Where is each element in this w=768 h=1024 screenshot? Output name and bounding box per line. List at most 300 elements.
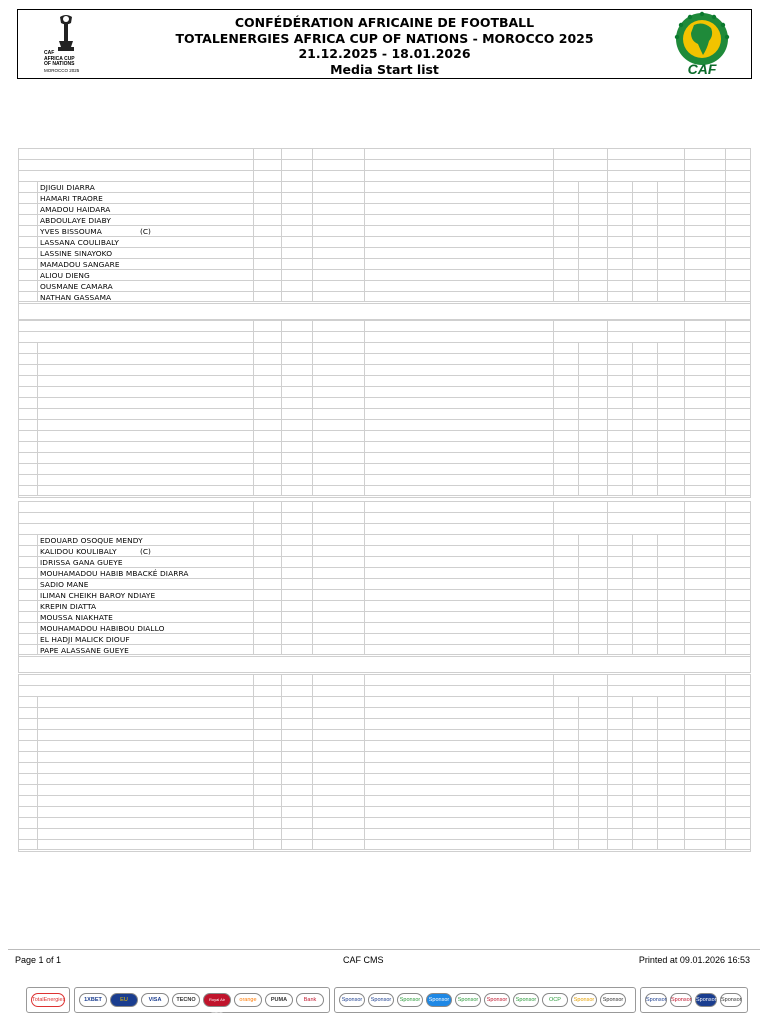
column-divider <box>657 741 658 751</box>
table-row <box>18 729 751 740</box>
player-name: OUSMANE CAMARA <box>40 282 113 291</box>
column-divider <box>37 486 38 495</box>
column-divider <box>632 612 633 622</box>
column-divider <box>37 281 38 291</box>
column-divider <box>725 420 726 430</box>
column-divider <box>281 546 282 556</box>
column-divider <box>253 524 254 534</box>
table-row <box>18 784 751 795</box>
column-divider <box>364 248 365 258</box>
table-row <box>18 463 751 474</box>
column-divider <box>632 807 633 817</box>
table-row <box>18 236 751 247</box>
column-divider <box>281 442 282 452</box>
column-divider <box>37 354 38 364</box>
column-divider <box>657 431 658 441</box>
table-row <box>18 589 751 600</box>
column-divider <box>37 193 38 203</box>
column-divider <box>281 634 282 644</box>
column-divider <box>657 840 658 849</box>
player-name: EDOUARD OSOQUE MENDY <box>40 536 143 545</box>
footer-printed-at: Printed at 09.01.2026 16:53 <box>638 955 750 965</box>
column-divider <box>281 612 282 622</box>
column-divider <box>281 719 282 729</box>
column-divider <box>725 171 726 181</box>
column-divider <box>37 204 38 214</box>
column-divider <box>553 590 554 600</box>
column-divider <box>364 796 365 806</box>
sponsor-group-supporters <box>640 987 748 1013</box>
column-divider <box>364 502 365 512</box>
column-divider <box>364 453 365 463</box>
column-divider <box>553 332 554 342</box>
column-divider <box>253 807 254 817</box>
column-divider <box>725 398 726 408</box>
column-divider <box>578 612 579 622</box>
column-divider <box>281 453 282 463</box>
column-divider <box>657 763 658 773</box>
column-divider <box>364 215 365 225</box>
sponsor-logo: TotalEnergies <box>31 993 65 1007</box>
column-divider <box>364 204 365 214</box>
column-divider <box>725 557 726 567</box>
column-divider <box>657 464 658 474</box>
column-divider <box>37 387 38 397</box>
column-divider <box>553 708 554 718</box>
column-divider <box>725 453 726 463</box>
column-divider <box>37 453 38 463</box>
column-divider <box>312 579 313 589</box>
column-divider <box>364 623 365 633</box>
column-divider <box>657 182 658 192</box>
column-divider <box>657 442 658 452</box>
column-divider <box>312 513 313 523</box>
column-divider <box>725 623 726 633</box>
column-divider <box>578 354 579 364</box>
column-divider <box>657 601 658 611</box>
column-divider <box>725 579 726 589</box>
column-divider <box>253 546 254 556</box>
column-divider <box>725 774 726 784</box>
column-divider <box>578 601 579 611</box>
column-divider <box>253 215 254 225</box>
column-divider <box>37 785 38 795</box>
column-divider <box>725 675 726 685</box>
column-divider <box>312 601 313 611</box>
column-divider <box>632 730 633 740</box>
column-divider <box>725 590 726 600</box>
column-divider <box>253 796 254 806</box>
column-divider <box>657 774 658 784</box>
column-divider <box>253 785 254 795</box>
column-divider <box>632 774 633 784</box>
column-divider <box>632 741 633 751</box>
column-divider <box>281 237 282 247</box>
column-divider <box>364 259 365 269</box>
column-divider <box>684 332 685 342</box>
column-divider <box>578 486 579 495</box>
column-divider <box>632 248 633 258</box>
column-divider <box>253 535 254 545</box>
column-divider <box>684 292 685 301</box>
column-divider <box>364 171 365 181</box>
column-divider <box>578 796 579 806</box>
column-divider <box>364 675 365 685</box>
column-divider <box>607 486 608 495</box>
column-divider <box>37 182 38 192</box>
column-divider <box>578 579 579 589</box>
column-divider <box>578 259 579 269</box>
column-divider <box>725 292 726 301</box>
column-divider <box>725 354 726 364</box>
column-divider <box>364 270 365 280</box>
column-divider <box>657 387 658 397</box>
column-divider <box>725 708 726 718</box>
column-divider <box>281 376 282 386</box>
column-divider <box>607 807 608 817</box>
column-divider <box>364 763 365 773</box>
column-divider <box>607 292 608 301</box>
player-name: KALIDOU KOULIBALY <box>40 547 117 556</box>
table-header-row <box>18 170 751 181</box>
column-divider <box>253 171 254 181</box>
table-header-row <box>18 685 751 696</box>
table-header-row <box>18 523 751 534</box>
column-divider <box>578 752 579 762</box>
footer-system: CAF CMS <box>343 955 384 965</box>
column-divider <box>281 697 282 707</box>
sponsor-group-official <box>334 987 636 1013</box>
report-header <box>17 9 752 79</box>
column-divider <box>725 524 726 534</box>
column-divider <box>607 719 608 729</box>
column-divider <box>684 259 685 269</box>
column-divider <box>37 409 38 419</box>
column-divider <box>364 524 365 534</box>
column-divider <box>364 774 365 784</box>
column-divider <box>684 719 685 729</box>
column-divider <box>684 398 685 408</box>
column-divider <box>657 796 658 806</box>
column-divider <box>632 535 633 545</box>
column-divider <box>553 171 554 181</box>
column-divider <box>281 502 282 512</box>
column-divider <box>37 763 38 773</box>
player-name: LASSINE SINAYOKO <box>40 249 113 258</box>
column-divider <box>364 398 365 408</box>
column-divider <box>657 568 658 578</box>
column-divider <box>684 248 685 258</box>
column-divider <box>312 785 313 795</box>
column-divider <box>725 281 726 291</box>
table-row <box>18 386 751 397</box>
column-divider <box>253 829 254 839</box>
column-divider <box>684 645 685 654</box>
column-divider <box>725 535 726 545</box>
column-divider <box>253 237 254 247</box>
column-divider <box>684 486 685 495</box>
column-divider <box>281 568 282 578</box>
afcon-logo-line3: OF NATIONS <box>44 61 75 67</box>
column-divider <box>553 730 554 740</box>
column-divider <box>312 409 313 419</box>
column-divider <box>253 686 254 696</box>
column-divider <box>607 568 608 578</box>
column-divider <box>553 557 554 567</box>
column-divider <box>578 741 579 751</box>
column-divider <box>578 535 579 545</box>
column-divider <box>657 785 658 795</box>
column-divider <box>553 796 554 806</box>
column-divider <box>37 431 38 441</box>
column-divider <box>684 535 685 545</box>
column-divider <box>632 634 633 644</box>
column-divider <box>632 431 633 441</box>
column-divider <box>607 464 608 474</box>
column-divider <box>632 645 633 654</box>
column-divider <box>312 590 313 600</box>
column-divider <box>253 741 254 751</box>
column-divider <box>253 752 254 762</box>
column-divider <box>312 741 313 751</box>
column-divider <box>281 475 282 485</box>
column-divider <box>578 409 579 419</box>
column-divider <box>578 623 579 633</box>
column-divider <box>578 708 579 718</box>
table-header-row <box>18 320 751 331</box>
column-divider <box>607 420 608 430</box>
column-divider <box>281 840 282 849</box>
column-divider <box>578 829 579 839</box>
column-divider <box>253 343 254 353</box>
sponsor-logo: OCP <box>542 993 568 1007</box>
column-divider <box>684 281 685 291</box>
column-divider <box>253 475 254 485</box>
column-divider <box>364 546 365 556</box>
column-divider <box>312 354 313 364</box>
player-name: MOUHAMADOU HABIB MBACKÉ DIARRA <box>40 569 189 578</box>
column-divider <box>607 623 608 633</box>
column-divider <box>607 502 608 512</box>
column-divider <box>657 697 658 707</box>
column-divider <box>364 708 365 718</box>
column-divider <box>657 645 658 654</box>
column-divider <box>607 171 608 181</box>
column-divider <box>553 226 554 236</box>
column-divider <box>553 513 554 523</box>
column-divider <box>364 226 365 236</box>
column-divider <box>725 730 726 740</box>
column-divider <box>37 442 38 452</box>
column-divider <box>607 524 608 534</box>
column-divider <box>312 292 313 301</box>
column-divider <box>312 486 313 495</box>
column-divider <box>607 612 608 622</box>
column-divider <box>364 193 365 203</box>
player-name: ALIOU DIENG <box>40 271 90 280</box>
column-divider <box>37 365 38 375</box>
column-divider <box>684 590 685 600</box>
column-divider <box>632 475 633 485</box>
column-divider <box>37 376 38 386</box>
column-divider <box>632 840 633 849</box>
column-divider <box>553 270 554 280</box>
column-divider <box>657 612 658 622</box>
column-divider <box>37 343 38 353</box>
table-row <box>18 291 751 302</box>
column-divider <box>607 840 608 849</box>
column-divider <box>578 281 579 291</box>
column-divider <box>553 675 554 685</box>
column-divider <box>607 281 608 291</box>
column-divider <box>253 730 254 740</box>
column-divider <box>253 708 254 718</box>
column-divider <box>607 752 608 762</box>
player-name: MAMADOU SANGARE <box>40 260 120 269</box>
column-divider <box>632 354 633 364</box>
column-divider <box>312 524 313 534</box>
column-divider <box>281 829 282 839</box>
column-divider <box>364 237 365 247</box>
column-divider <box>253 579 254 589</box>
column-divider <box>632 818 633 828</box>
header-tournament: TOTALENERGIES AFRICA CUP OF NATIONS - MOROCCO 2025 <box>175 30 594 46</box>
column-divider <box>657 546 658 556</box>
column-divider <box>37 829 38 839</box>
column-divider <box>632 752 633 762</box>
column-divider <box>607 321 608 331</box>
column-divider <box>657 237 658 247</box>
column-divider <box>553 321 554 331</box>
column-divider <box>607 634 608 644</box>
team1-substitutes-table <box>18 320 751 500</box>
column-divider <box>312 237 313 247</box>
column-divider <box>312 612 313 622</box>
column-divider <box>657 343 658 353</box>
column-divider <box>725 204 726 214</box>
sponsor-logo: Sponsor <box>571 993 597 1007</box>
column-divider <box>725 376 726 386</box>
player-name: HAMARI TRAORE <box>40 194 103 203</box>
column-divider <box>578 568 579 578</box>
column-divider <box>553 248 554 258</box>
column-divider <box>725 226 726 236</box>
column-divider <box>578 590 579 600</box>
column-divider <box>607 259 608 269</box>
player-name: YVES BISSOUMA <box>40 227 102 236</box>
column-divider <box>578 719 579 729</box>
player-name: PAPE ALASSANE GUEYE <box>40 646 129 655</box>
column-divider <box>607 149 608 159</box>
table-row <box>18 342 751 353</box>
column-divider <box>281 248 282 258</box>
column-divider <box>684 193 685 203</box>
column-divider <box>312 818 313 828</box>
column-divider <box>253 281 254 291</box>
column-divider <box>553 502 554 512</box>
column-divider <box>312 752 313 762</box>
column-divider <box>281 601 282 611</box>
column-divider <box>253 634 254 644</box>
column-divider <box>632 590 633 600</box>
column-divider <box>725 818 726 828</box>
column-divider <box>253 420 254 430</box>
player-name: DJIGUI DIARRA <box>40 183 95 192</box>
column-divider <box>281 579 282 589</box>
column-divider <box>553 645 554 654</box>
column-divider <box>578 270 579 280</box>
column-divider <box>312 763 313 773</box>
team2-substitutes-table <box>18 674 751 853</box>
column-divider <box>725 332 726 342</box>
column-divider <box>632 763 633 773</box>
column-divider <box>632 398 633 408</box>
column-divider <box>684 840 685 849</box>
column-divider <box>607 398 608 408</box>
column-divider <box>725 215 726 225</box>
column-divider <box>364 442 365 452</box>
column-divider <box>281 796 282 806</box>
column-divider <box>725 248 726 258</box>
column-divider <box>553 215 554 225</box>
sponsor-logo: Sponsor <box>339 993 365 1007</box>
table-row <box>18 452 751 463</box>
column-divider <box>37 645 38 654</box>
team2-separator <box>18 656 751 673</box>
column-divider <box>364 160 365 170</box>
table-row <box>18 740 751 751</box>
column-divider <box>607 785 608 795</box>
column-divider <box>37 708 38 718</box>
column-divider <box>553 568 554 578</box>
column-divider <box>253 601 254 611</box>
column-divider <box>725 763 726 773</box>
column-divider <box>364 829 365 839</box>
column-divider <box>253 645 254 654</box>
column-divider <box>281 741 282 751</box>
column-divider <box>657 590 658 600</box>
player-name: MOUHAMADOU HABIBOU DIALLO <box>40 624 165 633</box>
afcon-logo-line4: MOROCCO 2025 <box>44 67 80 73</box>
column-divider <box>253 513 254 523</box>
player-name: ILIMAN CHEIKH BAROY NDIAYE <box>40 591 156 600</box>
column-divider <box>37 546 38 556</box>
column-divider <box>37 601 38 611</box>
column-divider <box>281 675 282 685</box>
column-divider <box>281 557 282 567</box>
column-divider <box>364 535 365 545</box>
column-divider <box>632 464 633 474</box>
column-divider <box>37 807 38 817</box>
column-divider <box>578 204 579 214</box>
column-divider <box>632 292 633 301</box>
column-divider <box>607 546 608 556</box>
column-divider <box>657 365 658 375</box>
column-divider <box>37 741 38 751</box>
column-divider <box>684 502 685 512</box>
column-divider <box>37 590 38 600</box>
column-divider <box>725 697 726 707</box>
column-divider <box>37 752 38 762</box>
column-divider <box>607 708 608 718</box>
column-divider <box>578 237 579 247</box>
column-divider <box>607 387 608 397</box>
column-divider <box>281 215 282 225</box>
column-divider <box>578 557 579 567</box>
column-divider <box>364 579 365 589</box>
column-divider <box>607 431 608 441</box>
column-divider <box>253 204 254 214</box>
